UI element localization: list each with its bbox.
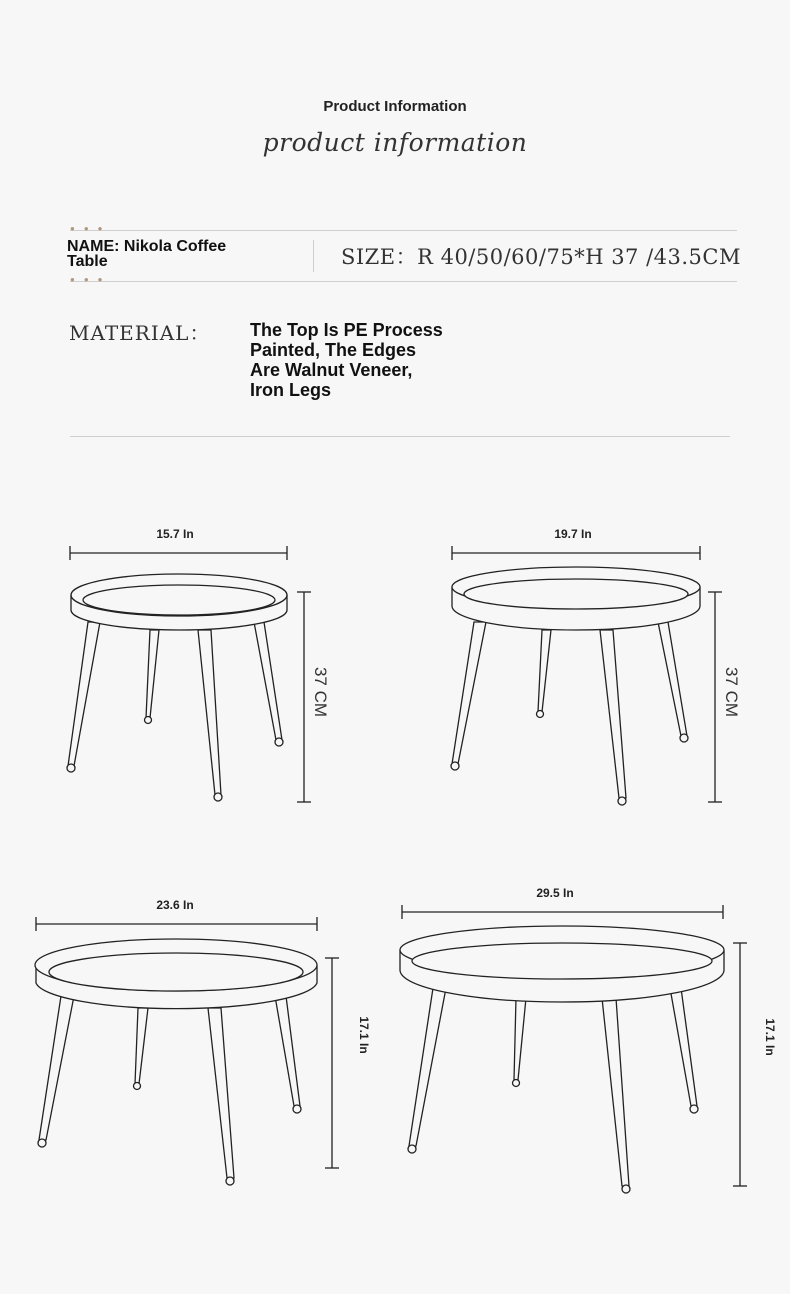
product-size: SIZE：R 40/50/60/75*H 37 /43.5CM xyxy=(341,245,741,269)
table4-height-label: 17.1 In xyxy=(763,1018,777,1056)
table4-width-dimension xyxy=(402,905,723,919)
table3-height-label: 17.1 In xyxy=(357,1016,371,1054)
table1-width-label: 15.7 In xyxy=(156,527,194,541)
table3-width-label: 23.6 In xyxy=(156,898,194,912)
page-title: Product Information xyxy=(323,98,467,115)
table4-height-dimension xyxy=(733,943,747,1186)
table4-legs xyxy=(408,988,698,1193)
table2-height-label: 37 CM xyxy=(722,666,741,718)
material-text: The Top Is PE Process Painted, The Edges Are Walnut Veneer, Iron Legs xyxy=(250,320,443,400)
decorative-dots-top: ●●● xyxy=(70,224,112,233)
product-name: NAME: Nikola Coffee Table xyxy=(67,238,227,270)
table2-width-label: 19.7 In xyxy=(554,527,592,541)
script-title: product information xyxy=(262,128,528,157)
table4-top xyxy=(400,926,724,1002)
decorative-dots-bottom: ●●● xyxy=(70,275,112,284)
table1-height-label: 37 CM xyxy=(311,666,330,718)
table4-width-label: 29.5 In xyxy=(536,886,574,900)
material-label: MATERIAL： xyxy=(69,321,211,345)
